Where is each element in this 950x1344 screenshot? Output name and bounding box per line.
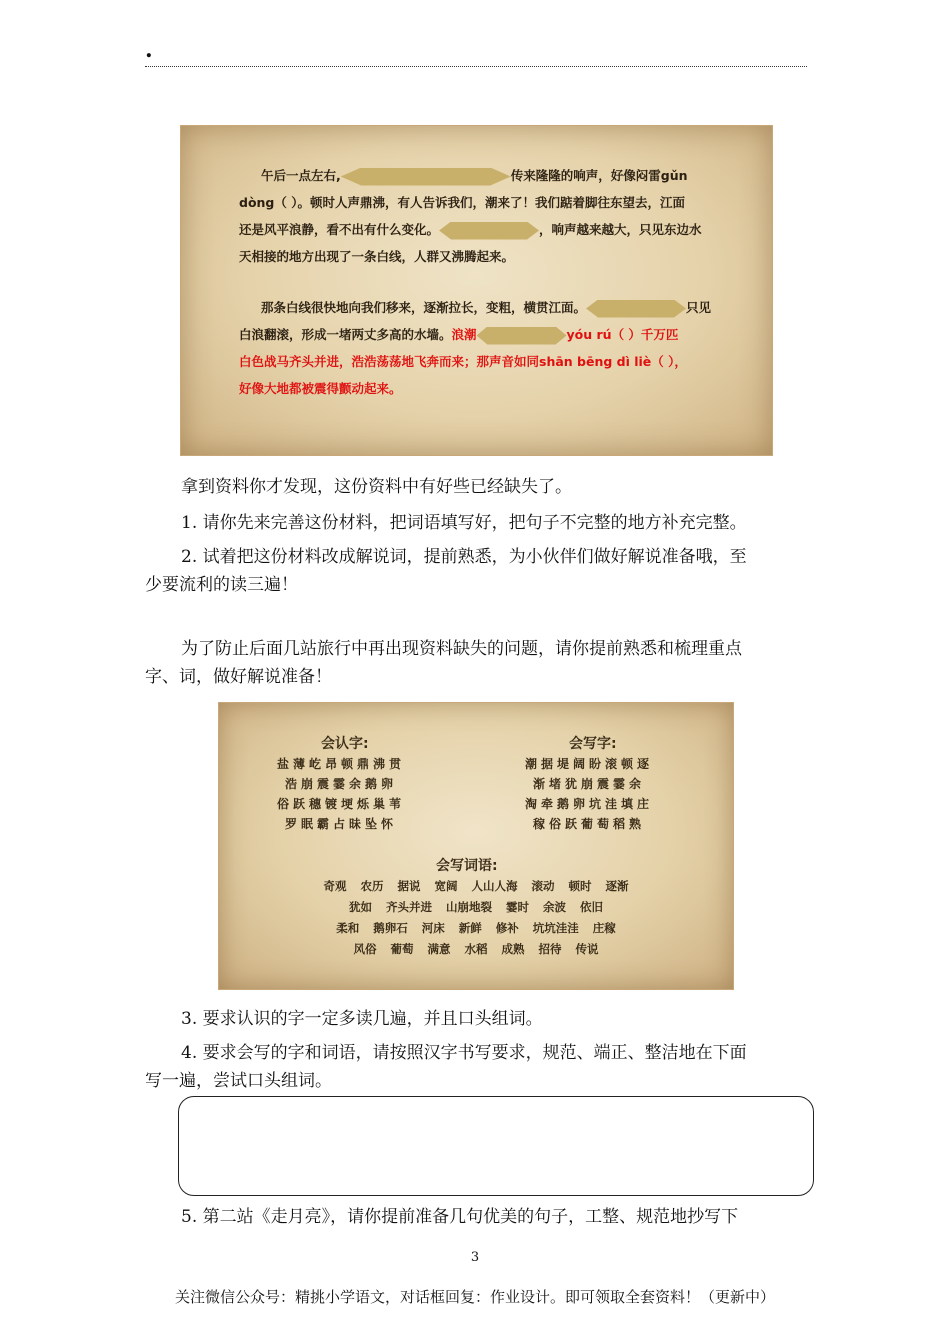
passage-line: 天相接的地方出现了一条白线，人群又沸腾起来。 xyxy=(239,249,515,264)
task-2-cont: 少要流利的读三遍！ xyxy=(145,575,298,595)
write-row: 淘牵鹅卵坑洼填庄 xyxy=(525,797,654,811)
tide-passage-image xyxy=(180,125,773,456)
intro-text: 拿到资料你才发现，这份资料中有好些已经缺失了。 xyxy=(181,477,572,497)
words-row: 风俗 葡萄 满意 水稻 成熟 招待 传说 xyxy=(353,942,599,956)
missing-text-blot xyxy=(477,327,567,345)
words-row: 柔和 鹅卵石 河床 新鲜 修补 坑坑洼洼 庄稼 xyxy=(336,921,616,935)
missing-text-blot xyxy=(586,300,686,318)
task-1: 1. 请你先来完善这份材料，把词语填写好，把句子不完整的地方补充完整。 xyxy=(181,513,747,533)
missing-text-blot xyxy=(341,168,511,186)
recognize-title: 会认字: xyxy=(321,736,369,752)
passage-line: 白浪翻滚，形成一堵两丈多高的水墙。浪潮 yóu rú（ ）千万匹 xyxy=(239,325,830,345)
recognize-row: 盐薄屹昂顿鼎沸贯 xyxy=(277,757,406,771)
missing-text-blot xyxy=(439,222,539,240)
prep-text-cont: 字、词，做好解说准备！ xyxy=(145,667,332,687)
task-4: 4. 要求会写的字和词语，请按照汉字书写要求，规范、端正、整洁地在下面 xyxy=(181,1043,747,1063)
task-3: 3. 要求认识的字一定多读几遍，并且口头组词。 xyxy=(181,1009,543,1029)
recognize-row: 俗跃穗镀埂烁巢苇 xyxy=(277,797,406,811)
task-5: 5. 第二站《走月亮》，请你提前准备几句优美的句子，工整、规范地抄写下 xyxy=(181,1207,739,1227)
words-row: 奇观 农历 据说 宽阔 人山人海 滚动 顿时 逐渐 xyxy=(323,879,629,893)
recognize-row: 浩崩震霎余鹅卵 xyxy=(285,777,398,791)
header-rule xyxy=(145,66,807,67)
passage-line: 午后一点左右, 传来隆隆的响声，好像闷雷gǔn xyxy=(261,166,852,186)
page-number: 3 xyxy=(470,1250,480,1265)
header-dot: . xyxy=(145,37,153,63)
writing-box[interactable] xyxy=(178,1096,814,1196)
passage-line: 好像大地都被震得颤动起来。 xyxy=(239,381,402,396)
recognize-row: 罗眠霸占昧坠怀 xyxy=(285,817,398,831)
passage-line: 那条白线很快地向我们移来，逐渐拉长，变粗，横贯江面。 只见 xyxy=(261,298,852,318)
prep-text: 为了防止后面几站旅行中再出现资料缺失的问题，请你提前熟悉和梳理重点 xyxy=(181,639,742,659)
vocabulary-image xyxy=(218,702,734,990)
footer-note: 关注微信公众号：精挑小学语文，对话框回复：作业设计。即可领取全套资料！（更新中） xyxy=(174,1288,775,1306)
passage-line: 白色战马齐头并进，浩浩荡荡地飞奔而来；那声音如同shān bēng dì liè（ ）， xyxy=(239,354,687,369)
task-2: 2. 试着把这份材料改成解说词，提前熟悉，为小伙伴们做好解说准备哦，至 xyxy=(181,547,747,567)
passage-line: dòng（ ）。顿时人声鼎沸，有人告诉我们，潮来了！我们踮着脚往东望去，江面 xyxy=(239,195,685,210)
write-row: 渐堵犹崩震霎余 xyxy=(533,777,646,791)
write-title: 会写字: xyxy=(569,736,617,752)
passage-line: 还是风平浪静，看不出有什么变化。 ，响声越来越大，只见东边水 xyxy=(239,220,830,240)
task-4-cont: 写一遍，尝试口头组词。 xyxy=(145,1071,332,1091)
words-title: 会写词语: xyxy=(436,858,498,874)
write-row: 潮据堤阔盼滚顿逐 xyxy=(525,757,654,771)
words-row: 犹如 齐头并进 山崩地裂 霎时 余波 依旧 xyxy=(348,900,604,914)
write-row: 稼俗跃葡萄稻熟 xyxy=(533,817,646,831)
